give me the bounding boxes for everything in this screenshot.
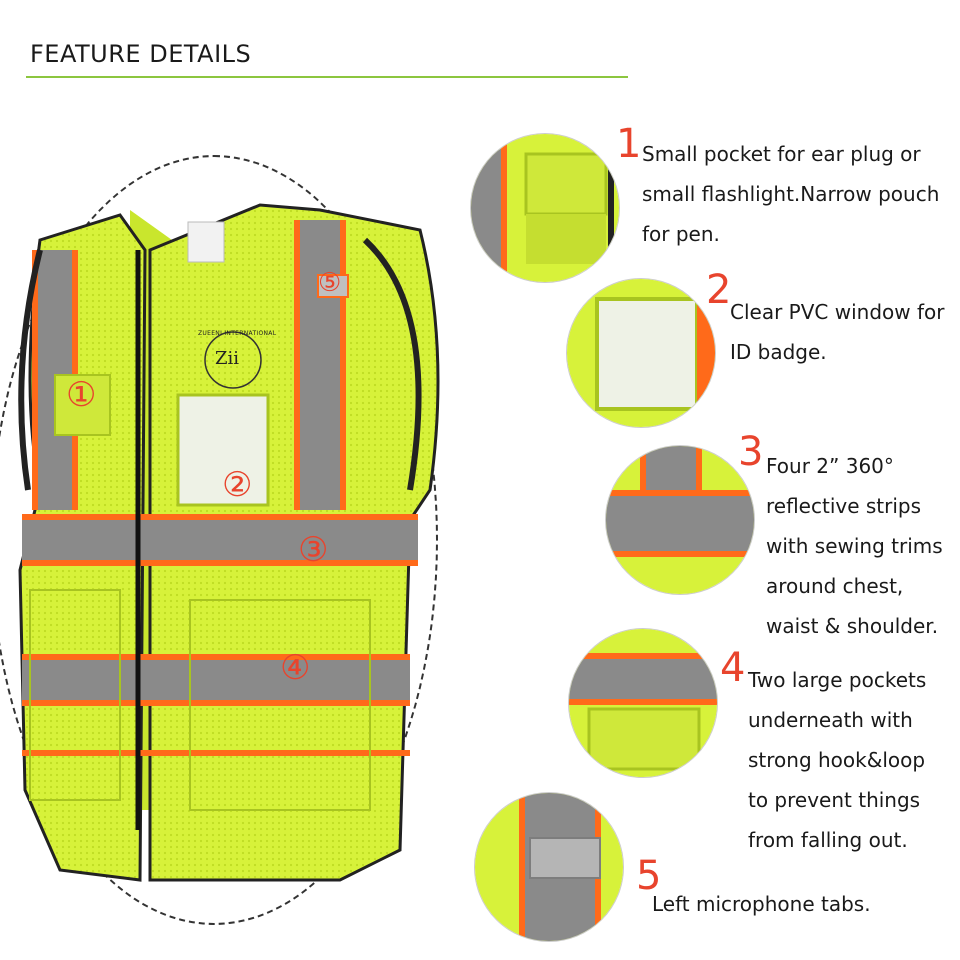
feature-4-line: underneath with [748,708,913,732]
feature-1-line: small flashlight.Narrow pouch [642,182,940,206]
feature-3-line: around chest, [766,574,904,598]
vest-image [0,190,450,910]
feature-1-line: for pen. [642,222,720,246]
feature-2-number: 2 [706,267,732,313]
feature-4-description [748,660,926,860]
feature-4-thumbnail [568,628,718,778]
feature-1-description [642,134,939,254]
vest-callout-4: ④ [280,648,311,688]
vest-callout-2: ② [222,465,253,505]
vest-callout-1: ① [66,375,97,415]
feature-3-line: waist & shoulder. [766,614,939,638]
feature-5-number: 5 [636,853,662,899]
feature-5-thumbnail [474,792,624,942]
feature-1-thumbnail [470,133,620,283]
feature-5-description [652,884,871,924]
feature-4-line: strong hook&loop [748,748,926,772]
header-divider [26,76,628,78]
feature-1-number: 1 [616,121,642,167]
feature-5-line: Left microphone tabs. [652,892,871,916]
vest-logo-text: Zii [215,348,240,369]
feature-3-number: 3 [738,429,764,475]
feature-4-line: from falling out. [748,828,908,852]
vest-logo-ring-text: ZUEENI INTERNATIONAL [198,330,277,337]
feature-3-thumbnail [605,445,755,595]
feature-2-line: ID badge. [730,340,827,364]
feature-4-line: to prevent things [748,788,921,812]
feature-3-description [766,446,943,646]
feature-3-line: reflective strips [766,494,922,518]
vest-callout-3: ③ [298,530,329,570]
feature-4-number: 4 [720,645,746,691]
feature-3-line: with sewing trims [766,534,943,558]
feature-3-line: Four 2” 360° [766,454,894,478]
feature-2-line: Clear PVC window for [730,300,945,324]
vest-callout-5: ⑤ [318,268,342,298]
feature-2-description [730,292,944,372]
feature-2-thumbnail [566,278,716,428]
page-title: FEATURE DETAILS [30,40,252,68]
feature-1-line: Small pocket for ear plug or [642,142,921,166]
feature-4-line: Two large pockets [748,668,927,692]
vest-illustration [0,190,450,910]
